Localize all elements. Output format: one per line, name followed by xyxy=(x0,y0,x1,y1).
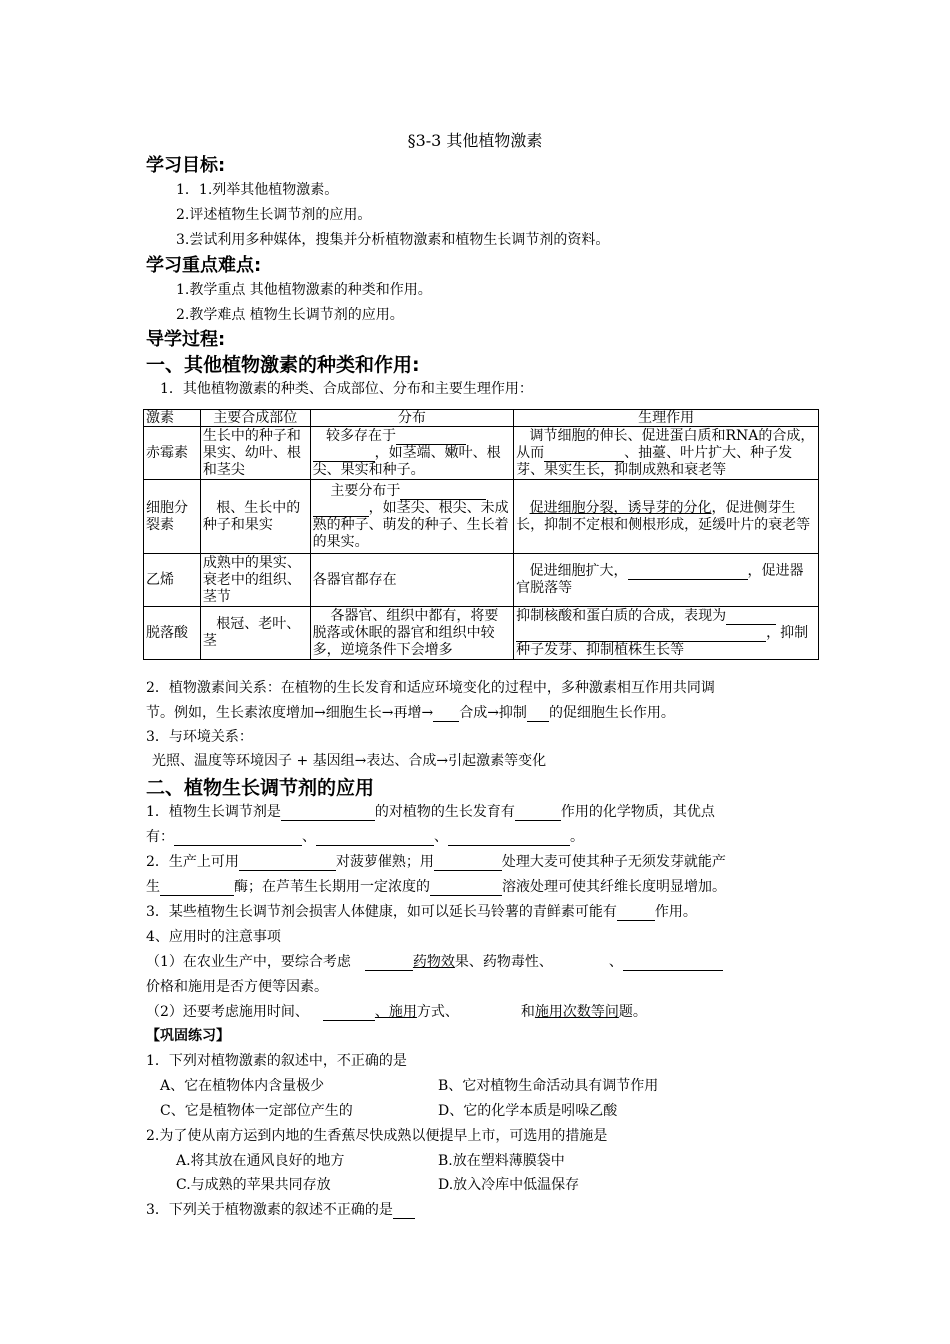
site-text: 根冠、老叶、茎 xyxy=(202,616,301,649)
distribution xyxy=(310,427,514,480)
blank-line[interactable] xyxy=(527,707,549,722)
func-text: 促进细胞分裂，诱导芽的分化 xyxy=(529,499,712,516)
blank-line[interactable] xyxy=(160,881,234,896)
goals-heading: 学习目标: xyxy=(146,155,226,176)
table-header: 激素 xyxy=(144,410,201,427)
blank-line[interactable] xyxy=(617,906,655,921)
synthesis-site xyxy=(200,607,310,660)
section1-intro: 1．其他植物激素的种类、合成部位、分布和主要生理作用： xyxy=(160,381,533,397)
page-title: §3-3 其他植物激素 xyxy=(407,131,543,150)
relation-part: 的促细胞生长作用。 xyxy=(548,705,675,721)
q-text: 题。 xyxy=(618,1004,647,1020)
q-text: 酶；在芦苇生长期用一定浓度的 xyxy=(234,879,430,895)
blank-line[interactable] xyxy=(239,856,336,871)
focus-item: 1.教学重点 其他植物激素的种类和作用。 xyxy=(176,282,432,298)
blank-line[interactable] xyxy=(726,610,776,625)
func-text: ，促进侧芽生长，抑制不定根和侧根形成，延缓叶片的衰老等 xyxy=(516,499,811,533)
distribution: 各器官都存在 xyxy=(310,554,514,607)
relation-part: 合成→抑制 xyxy=(459,705,527,721)
blank-line[interactable] xyxy=(544,447,624,462)
option-a[interactable]: A.将其放在通风良好的地方 xyxy=(176,1153,345,1169)
q-text: 施用次数等问 xyxy=(534,1004,619,1020)
blank-line[interactable] xyxy=(400,485,486,500)
exercises-heading: 【巩固练习】 xyxy=(146,1028,230,1044)
q-text: 1．植物生长调节剂是 xyxy=(146,804,281,820)
q-text: 作用的化学物质，其优点 xyxy=(560,804,715,820)
question-line xyxy=(146,801,715,821)
q-text: 的对植物的生长发育有 xyxy=(374,804,515,820)
blank-line[interactable] xyxy=(516,627,766,642)
section2-heading: 二、植物生长调节剂的应用 xyxy=(146,777,375,799)
synthesis-site xyxy=(200,427,310,480)
func-text: 、抽薹、叶片扩大、种子发芽、果实生长，抑制成熟和衰老等 xyxy=(516,444,793,478)
hormone-table xyxy=(143,409,819,660)
blank-line[interactable] xyxy=(316,831,434,846)
table-row xyxy=(144,480,819,554)
relation-text xyxy=(146,702,675,722)
question-line: 价格和施用是否方便等因素。 xyxy=(146,979,328,995)
question-line: 4、应用时的注意事项 xyxy=(146,929,281,945)
question-line xyxy=(146,851,726,871)
func-text: ，促进器官脱落等 xyxy=(516,563,804,596)
q-text: 。 xyxy=(570,829,584,845)
section1-heading: 一、其他植物激素的种类和作用: xyxy=(146,354,420,376)
question-line xyxy=(146,826,584,846)
hormone-name: 赤霉素 xyxy=(144,427,201,480)
option-a[interactable]: A、它在植物体内含量极少 xyxy=(160,1078,325,1094)
function xyxy=(514,427,819,480)
synthesis-site xyxy=(200,480,310,554)
blank-line[interactable] xyxy=(281,806,375,821)
option-d[interactable]: D、它的化学本质是吲哚乙酸 xyxy=(438,1103,618,1119)
blank-line[interactable] xyxy=(365,956,413,971)
blank-line[interactable] xyxy=(323,1006,375,1021)
dist-text: ，如茎端、嫩叶、根尖、果实和种子。 xyxy=(312,444,501,478)
q-text: 2．生产上可用 xyxy=(146,854,239,870)
environment-label: 3．与环境关系： xyxy=(146,729,253,745)
q-text: 和 xyxy=(520,1004,535,1020)
table-header: 主要合成部位 xyxy=(200,410,310,427)
func-text: 促进细胞扩大， xyxy=(529,563,628,579)
table-row xyxy=(144,554,819,607)
q-text: 方式、 xyxy=(416,1004,459,1020)
table-row xyxy=(144,607,819,660)
goal-item: 1．1.列举其他植物激素。 xyxy=(176,182,339,198)
exercise-question: 1．下列对植物激素的叙述中，不正确的是 xyxy=(146,1053,407,1069)
option-b[interactable]: B、它对植物生命活动具有调节作用 xyxy=(438,1078,659,1094)
q-text: 、 xyxy=(302,829,316,845)
dist-text: 较多存在于 xyxy=(325,427,396,444)
q-text: 、 xyxy=(434,829,448,845)
table-header-row xyxy=(144,410,819,427)
q-text: 作用。 xyxy=(654,904,697,920)
func-text: 调节细胞的伸长、促进蛋白质和RNA的合成，从而 xyxy=(516,427,815,461)
guide-heading: 导学过程: xyxy=(146,329,226,350)
question-line xyxy=(146,951,723,971)
blank-line[interactable] xyxy=(313,447,375,462)
hormone-name: 乙烯 xyxy=(144,554,201,607)
relation-text: 2．植物激素间关系：在植物的生长发育和适应环境变化的过程中，多种激素相互作用共同调 xyxy=(146,680,715,696)
question-line xyxy=(146,901,697,921)
option-c[interactable]: C、它是植物体一定部位产生的 xyxy=(160,1103,353,1119)
q-text: 3．下列关于植物激素的叙述不正确的是 xyxy=(146,1202,393,1218)
dist-text: 各器官、组织中都有，将要脱落或休眠的器官和组织中较多，逆境条件下会增多 xyxy=(312,607,499,658)
blank-line[interactable] xyxy=(448,831,570,846)
environment-detail: 光照、温度等环境因子 + 基因组→表达、合成→引起激素等变化 xyxy=(152,753,547,769)
blank-line[interactable] xyxy=(393,1204,415,1219)
blank-line[interactable] xyxy=(396,430,466,445)
focus-heading: 学习重点难点: xyxy=(146,255,262,276)
blank-line[interactable] xyxy=(430,881,502,896)
q-text: 果、药物毒性、 xyxy=(454,954,553,970)
distribution xyxy=(310,607,514,660)
q-text: 对菠萝催熟；用 xyxy=(335,854,434,870)
q-text: 生 xyxy=(146,879,160,895)
dist-text: ，如茎尖、根尖、未成熟的种子、萌发的种子、生长着的果实。 xyxy=(312,499,509,550)
blank-line[interactable] xyxy=(623,956,723,971)
q-text: 药物效 xyxy=(412,954,455,970)
question-line xyxy=(146,876,726,896)
question-line xyxy=(146,1001,647,1021)
focus-item: 2.教学难点 植物生长调节剂的应用。 xyxy=(176,307,404,323)
q-text: 、 xyxy=(608,954,623,970)
func-text: 抑制核酸和蛋白质的合成，表现为 xyxy=(516,607,727,624)
hormone-name: 脱落酸 xyxy=(144,607,201,660)
blank-line[interactable] xyxy=(434,856,502,871)
exercise-question xyxy=(146,1199,415,1219)
function xyxy=(514,607,819,660)
function xyxy=(514,480,819,554)
blank-line[interactable] xyxy=(628,565,748,580)
goal-item: 2.评述植物生长调节剂的应用。 xyxy=(176,207,372,223)
exercise-question: 2.为了使从南方运到内地的生香蕉尽快成熟以便提早上市，可选用的措施是 xyxy=(146,1128,608,1144)
blank-line[interactable] xyxy=(515,806,561,821)
table-header: 生理作用 xyxy=(514,410,819,427)
q-text: 处理大麦可使其种子无须发芽就能产 xyxy=(501,854,726,870)
q-text: 、施用 xyxy=(374,1004,417,1020)
relation-part: 节。例如，生长素浓度增加→细胞生长→再增→ xyxy=(146,705,434,721)
option-c[interactable]: C.与成熟的苹果共同存放 xyxy=(176,1177,331,1193)
synthesis-site: 成熟中的果实、衰老中的组织、茎节 xyxy=(200,554,310,607)
q-text: （2）还要考虑施用时间、 xyxy=(146,1004,309,1020)
option-d[interactable]: D.放入冷库中低温保存 xyxy=(438,1177,580,1193)
option-b[interactable]: B.放在塑料薄膜袋中 xyxy=(438,1153,565,1169)
dist-text: 主要分布于 xyxy=(330,482,401,499)
table-header: 分布 xyxy=(310,410,514,427)
q-text: （1）在农业生产中，要综合考虑 xyxy=(146,954,351,970)
q-text: 有： xyxy=(146,829,174,845)
q-text: 3．某些植物生长调节剂会损害人体健康，如可以延长马铃薯的青鲜素可能有 xyxy=(146,904,617,920)
q-text: 溶液处理可使其纤维长度明显增加。 xyxy=(502,879,726,895)
goal-item: 3.尝试利用多种媒体，搜集并分析植物激素和植物生长调节剂的资料。 xyxy=(176,232,610,248)
blank-line[interactable] xyxy=(433,707,459,722)
func-text: ，抑制种子发芽、抑制植株生长等 xyxy=(516,624,809,658)
distribution xyxy=(310,480,514,554)
hormone-name: 细胞分裂素 xyxy=(144,480,201,554)
blank-line[interactable] xyxy=(174,831,302,846)
site-text: 根、生长中的种子和果实 xyxy=(202,499,301,533)
site-text: 生长中的种子和果实、幼叶、根和茎尖 xyxy=(202,427,301,478)
function xyxy=(514,554,819,607)
table-row xyxy=(144,427,819,480)
blank-line[interactable] xyxy=(313,502,369,517)
